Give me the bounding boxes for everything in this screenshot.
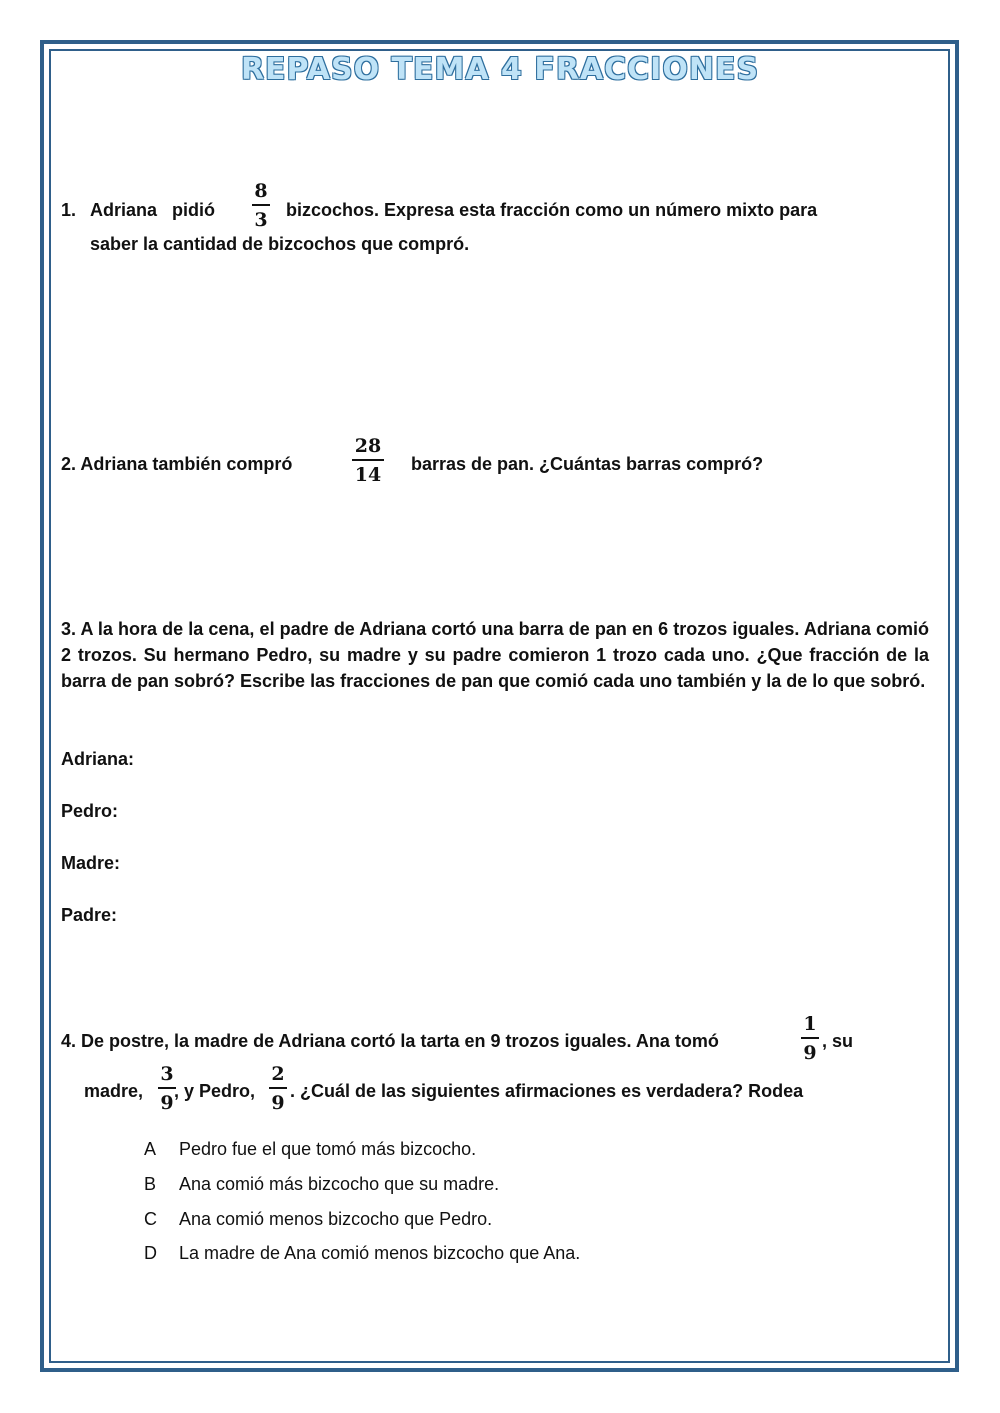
option-b-text: Ana comió más bizcocho que su madre. <box>179 1174 500 1194</box>
q3-label-padre: Padre: <box>61 905 118 925</box>
fraction-bar <box>801 1037 819 1039</box>
option-c-text: Ana comió menos bizcocho que Pedro. <box>179 1209 493 1229</box>
q1-number: 1. <box>61 200 77 220</box>
q4-fraction-madre-denominator: 9 <box>160 1092 174 1114</box>
q4-text-e: . ¿Cuál de las siguientes afirmaciones es verdadera? Rodea <box>290 1081 804 1101</box>
q2-fraction <box>352 435 384 486</box>
q2-text-a: 2. Adriana también compró <box>61 454 293 474</box>
fraction-bar <box>352 459 384 461</box>
q4-text-c: madre, <box>84 1081 144 1101</box>
page-title: REPASO TEMA 4 FRACCIONES <box>240 52 760 87</box>
q1-fraction-numerator: 8 <box>254 180 268 202</box>
q4-fraction-pedro-denominator: 9 <box>271 1092 285 1114</box>
q2-fraction-numerator: 28 <box>354 435 382 457</box>
q4-fraction-ana <box>801 1013 819 1064</box>
option-b-letter: B <box>144 1174 157 1194</box>
q4-fraction-pedro-numerator: 2 <box>271 1063 285 1085</box>
q4-fraction-ana-numerator: 1 <box>803 1013 817 1035</box>
q3-label-adriana: Adriana: <box>61 749 135 769</box>
q4-text-d: , y Pedro, <box>174 1081 256 1101</box>
q2-text-b: barras de pan. ¿Cuántas barras compró? <box>411 454 764 474</box>
q2-fraction-denominator: 14 <box>354 464 382 486</box>
q4-fraction-madre-numerator: 3 <box>160 1063 174 1085</box>
option-c-letter: C <box>144 1209 157 1229</box>
q3-label-madre: Madre: <box>61 853 121 873</box>
option-d-letter: D <box>144 1243 157 1263</box>
q3-label-pedro: Pedro: <box>61 801 119 821</box>
q1-text-a: Adriana pidió <box>90 200 216 220</box>
q3-text: 3. A la hora de la cena, el padre de Adriana cortó una barra de pan en 6 trozos iguales. Adriana comió 2 trozos. Su hermano Pedro, su madre y su padre comieron 1 trozo cada uno. ¿Que fracción de la barra de pan sobró? Escribe las fracciones de pan que comió cada uno también y la de lo que sobró. <box>61 619 929 691</box>
q1-fraction <box>252 180 270 231</box>
q4-fraction-pedro <box>269 1063 287 1114</box>
option-d-text: La madre de Ana comió menos bizcocho que Ana. <box>179 1243 581 1263</box>
q1-text-b: bizcochos. Expresa esta fracción como un número mixto para <box>286 200 818 220</box>
fraction-bar <box>252 204 270 206</box>
option-a-letter: A <box>144 1139 157 1159</box>
q1-text-c: saber la cantidad de bizcochos que compró. <box>90 234 470 254</box>
fraction-bar <box>269 1087 287 1089</box>
q1-fraction-denominator: 3 <box>254 209 268 231</box>
q4-text-a: 4. De postre, la madre de Adriana cortó la tarta en 9 trozos iguales. Ana tomó <box>61 1031 719 1051</box>
option-a-text: Pedro fue el que tomó más bizcocho. <box>179 1139 477 1159</box>
q4-fraction-ana-denominator: 9 <box>803 1042 817 1064</box>
q4-text-b: , su <box>822 1031 854 1051</box>
